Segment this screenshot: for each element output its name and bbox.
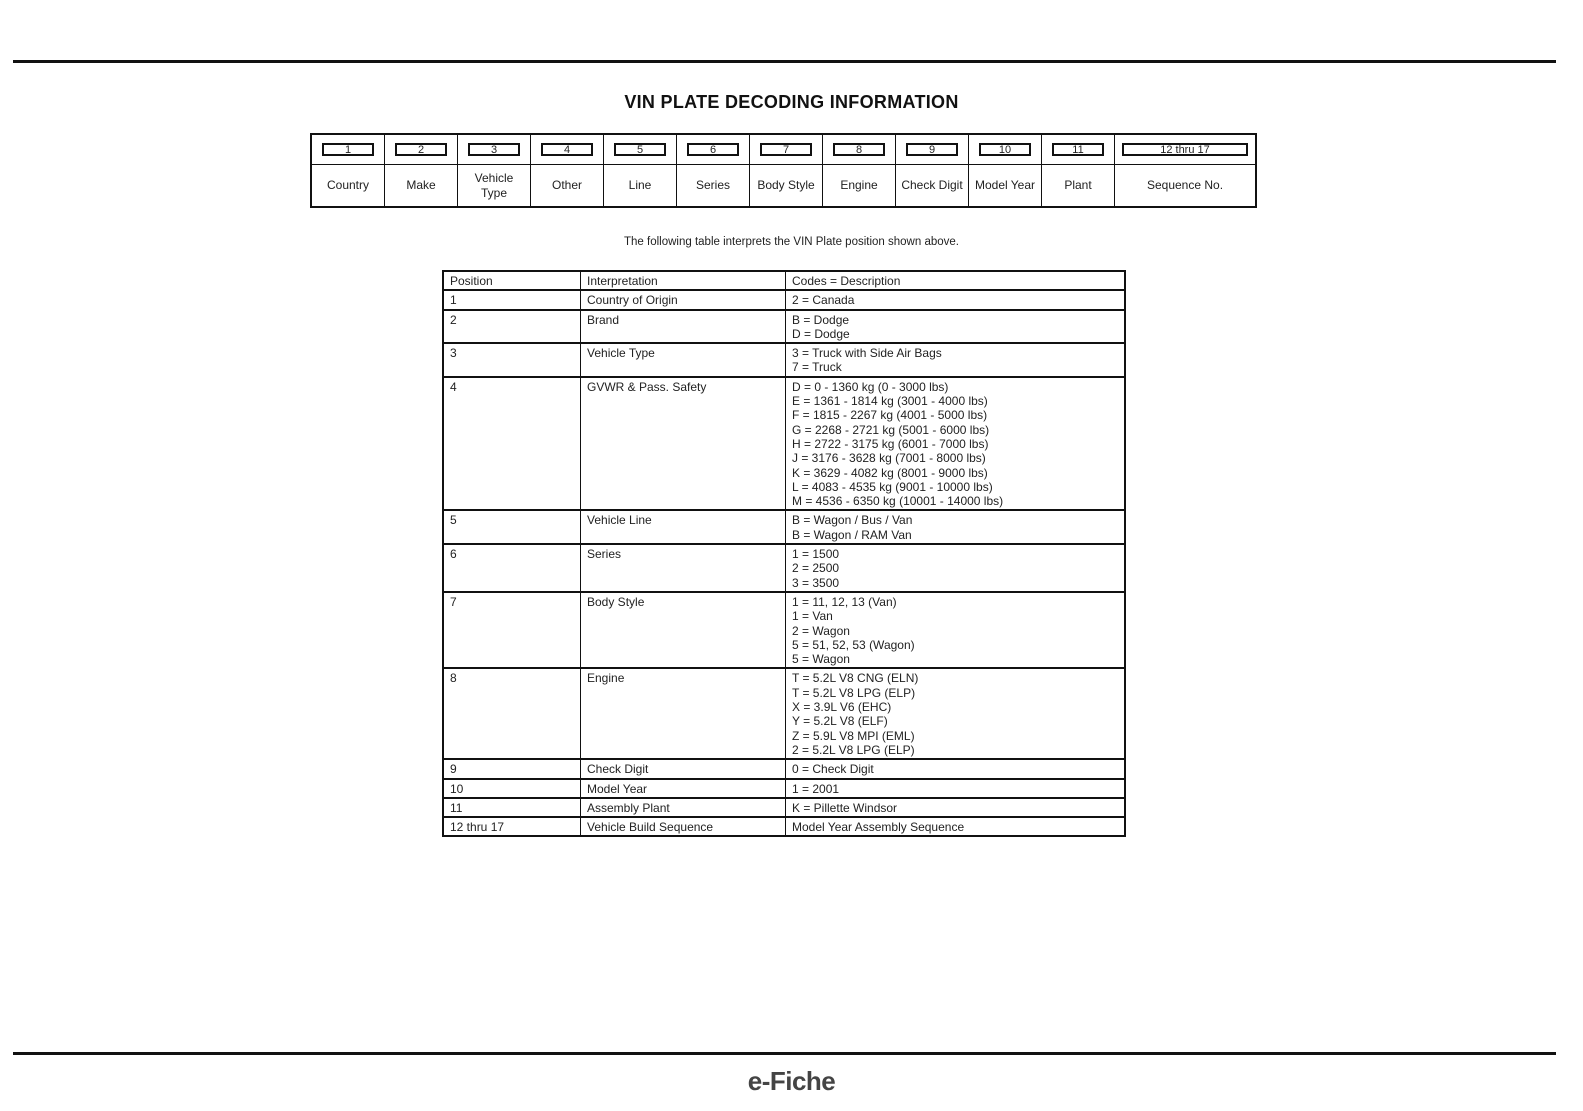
page-title: VIN PLATE DECODING INFORMATION xyxy=(624,92,959,112)
position-cell: 3 xyxy=(443,343,581,377)
codes-cell xyxy=(786,668,1126,759)
table-row xyxy=(443,817,1125,836)
code-line: 1 = 1500 xyxy=(792,547,840,562)
code-line: 1 = 2001 xyxy=(792,781,840,796)
vin-position-label: Body Style xyxy=(757,178,815,192)
interpretation-cell: Vehicle Build Sequence xyxy=(581,817,786,836)
table-row xyxy=(443,592,1125,668)
vin-position-row xyxy=(823,135,895,165)
codes-cell xyxy=(786,592,1126,668)
code-line: H = 2722 - 3175 kg (6001 - 7000 lbs) xyxy=(792,436,989,451)
position-cell: 11 xyxy=(443,798,581,817)
vin-plate-cell xyxy=(677,135,750,206)
vin-position-number: 10 xyxy=(979,143,1031,156)
code-line: 0 = Check Digit xyxy=(792,762,874,777)
code-line: 5 = 51, 52, 53 (Wagon) xyxy=(792,637,915,652)
vin-position-row xyxy=(1042,135,1114,165)
position-cell: 10 xyxy=(443,779,581,798)
code-line: B = Dodge xyxy=(792,312,850,327)
code-line: J = 3176 - 3628 kg (7001 - 8000 lbs) xyxy=(792,451,986,466)
table-row xyxy=(443,759,1125,778)
vin-position-label: Country xyxy=(326,178,370,192)
vin-position-number: 2 xyxy=(395,143,447,156)
vin-position-row xyxy=(604,135,676,165)
header-codes: Codes = Description xyxy=(786,271,1126,290)
interpretation-cell: Series xyxy=(581,544,786,592)
table-row xyxy=(443,510,1125,544)
position-cell: 5 xyxy=(443,510,581,544)
vin-plate-cell xyxy=(312,135,385,206)
code-line: 2 = Wagon xyxy=(792,623,850,638)
code-line: X = 3.9L V6 (EHC) xyxy=(792,700,892,715)
code-line: T = 5.2L V8 LPG (ELP) xyxy=(792,685,916,700)
codes-cell xyxy=(786,817,1126,836)
code-line: B = Wagon / RAM Van xyxy=(792,527,912,542)
table-row xyxy=(443,544,1125,592)
interpretation-cell: Vehicle Line xyxy=(581,510,786,544)
efiche-logo: e-Fiche xyxy=(747,1066,836,1096)
vin-position-row xyxy=(677,135,749,165)
position-cell: 12 thru 17 xyxy=(443,817,581,836)
vin-position-label: Plant xyxy=(1064,178,1092,192)
code-line: 1 = 11, 12, 13 (Van) xyxy=(792,594,897,609)
vin-plate-cell xyxy=(604,135,677,206)
code-line: Model Year Assembly Sequence xyxy=(792,820,965,835)
code-line: T = 5.2L V8 CNG (ELN) xyxy=(792,671,919,686)
vin-plate-cell xyxy=(969,135,1042,206)
vin-plate-cell xyxy=(896,135,969,206)
code-line: 2 = Canada xyxy=(792,293,855,308)
interpretation-cell: GVWR & Pass. Safety xyxy=(581,377,786,511)
interpretation-cell: Brand xyxy=(581,310,786,344)
codes-cell xyxy=(786,779,1126,798)
vin-plate-cell xyxy=(1115,135,1255,206)
vin-position-number: 3 xyxy=(468,143,520,156)
codes-cell xyxy=(786,759,1126,778)
vin-position-label: Sequence No. xyxy=(1146,178,1224,192)
vin-plate-cell xyxy=(823,135,896,206)
vin-position-number: 5 xyxy=(614,143,666,156)
interpretation-cell: Engine xyxy=(581,668,786,759)
table-row xyxy=(443,290,1125,309)
vin-position-number: 1 xyxy=(322,143,374,156)
vin-position-row xyxy=(896,135,968,165)
interpretation-cell: Assembly Plant xyxy=(581,798,786,817)
vin-position-number: 12 thru 17 xyxy=(1122,143,1248,156)
interpretation-cell: Model Year xyxy=(581,779,786,798)
interpretation-cell: Check Digit xyxy=(581,759,786,778)
vin-position-label: Vehicle Type xyxy=(474,170,514,200)
vin-plate-cell xyxy=(1042,135,1115,206)
vin-position-label: Engine xyxy=(840,178,878,192)
vin-position-number: 11 xyxy=(1052,143,1104,156)
vin-position-row xyxy=(385,135,457,165)
interpretation-cell: Country of Origin xyxy=(581,290,786,309)
vin-position-number: 7 xyxy=(760,143,812,156)
code-line: 7 = Truck xyxy=(792,360,842,375)
position-cell: 2 xyxy=(443,310,581,344)
codes-cell xyxy=(786,544,1126,592)
header-interpretation: Interpretation xyxy=(581,271,786,290)
vin-position-label: Series xyxy=(695,178,730,192)
code-line: D = 0 - 1360 kg (0 - 3000 lbs) xyxy=(792,379,949,394)
code-line: 3 = Truck with Side Air Bags xyxy=(792,346,942,361)
vin-plate-cell xyxy=(458,135,531,206)
vin-position-number: 8 xyxy=(833,143,885,156)
table-row xyxy=(443,343,1125,377)
code-line: Z = 5.9L V8 MPI (EML) xyxy=(792,728,915,743)
vin-plate-cell xyxy=(750,135,823,206)
position-cell: 4 xyxy=(443,377,581,511)
code-line: M = 4536 - 6350 kg (10001 - 14000 lbs) xyxy=(792,494,1004,509)
vin-position-row xyxy=(312,135,384,165)
codes-cell xyxy=(786,343,1126,377)
table-row xyxy=(443,668,1125,759)
header-position: Position xyxy=(443,271,581,290)
codes-cell xyxy=(786,798,1126,817)
vin-position-number: 4 xyxy=(541,143,593,156)
vin-position-label: Other xyxy=(551,178,582,192)
code-line: 1 = Van xyxy=(792,609,833,624)
vin-position-number: 6 xyxy=(687,143,739,156)
vin-plate-cell xyxy=(385,135,458,206)
table-row xyxy=(443,798,1125,817)
position-cell: 7 xyxy=(443,592,581,668)
vin-plate-cell xyxy=(531,135,604,206)
codes-cell xyxy=(786,377,1126,511)
vin-position-label: Model Year xyxy=(974,178,1036,192)
code-line: 5 = Wagon xyxy=(792,652,850,667)
codes-cell xyxy=(786,310,1126,344)
vin-position-row xyxy=(1115,135,1255,165)
code-line: D = Dodge xyxy=(792,326,850,341)
vin-position-row xyxy=(750,135,822,165)
interpretation-cell: Vehicle Type xyxy=(581,343,786,377)
bottom-rule xyxy=(13,1052,1556,1055)
code-line: 3 = 3500 xyxy=(792,575,840,590)
vin-position-row xyxy=(458,135,530,165)
vin-plate-diagram xyxy=(310,133,1257,208)
code-line: 2 = 2500 xyxy=(792,561,840,576)
vin-position-label: Line xyxy=(628,178,652,192)
vin-position-label: Check Digit xyxy=(901,178,963,192)
code-line: 2 = 5.2L V8 LPG (ELP) xyxy=(792,742,915,757)
code-line: F = 1815 - 2267 kg (4001 - 5000 lbs) xyxy=(792,408,988,423)
code-line: B = Wagon / Bus / Van xyxy=(792,513,913,528)
vin-position-number: 9 xyxy=(906,143,958,156)
code-line: G = 2268 - 2721 kg (5001 - 6000 lbs) xyxy=(792,422,990,437)
position-cell: 9 xyxy=(443,759,581,778)
top-rule xyxy=(13,60,1556,63)
code-line: L = 4083 - 4535 kg (9001 - 10000 lbs) xyxy=(792,479,993,494)
table-row xyxy=(443,779,1125,798)
interpretation-cell: Body Style xyxy=(581,592,786,668)
vin-position-label: Make xyxy=(406,178,436,192)
code-line: Y = 5.2L V8 (ELF) xyxy=(792,714,888,729)
table-caption: The following table interprets the VIN Plate position shown above. xyxy=(624,236,959,248)
table-header-row xyxy=(443,271,1125,290)
code-line: E = 1361 - 1814 kg (3001 - 4000 lbs) xyxy=(792,394,988,409)
codes-cell xyxy=(786,510,1126,544)
code-line: K = Pillette Windsor xyxy=(792,800,898,815)
position-cell: 8 xyxy=(443,668,581,759)
position-cell: 1 xyxy=(443,290,581,309)
table-row xyxy=(443,377,1125,511)
vin-position-row xyxy=(969,135,1041,165)
codes-cell xyxy=(786,290,1126,309)
vin-position-row xyxy=(531,135,603,165)
position-cell: 6 xyxy=(443,544,581,592)
code-line: K = 3629 - 4082 kg (8001 - 9000 lbs) xyxy=(792,465,988,480)
vin-decoding-table xyxy=(442,270,1126,837)
table-row xyxy=(443,310,1125,344)
